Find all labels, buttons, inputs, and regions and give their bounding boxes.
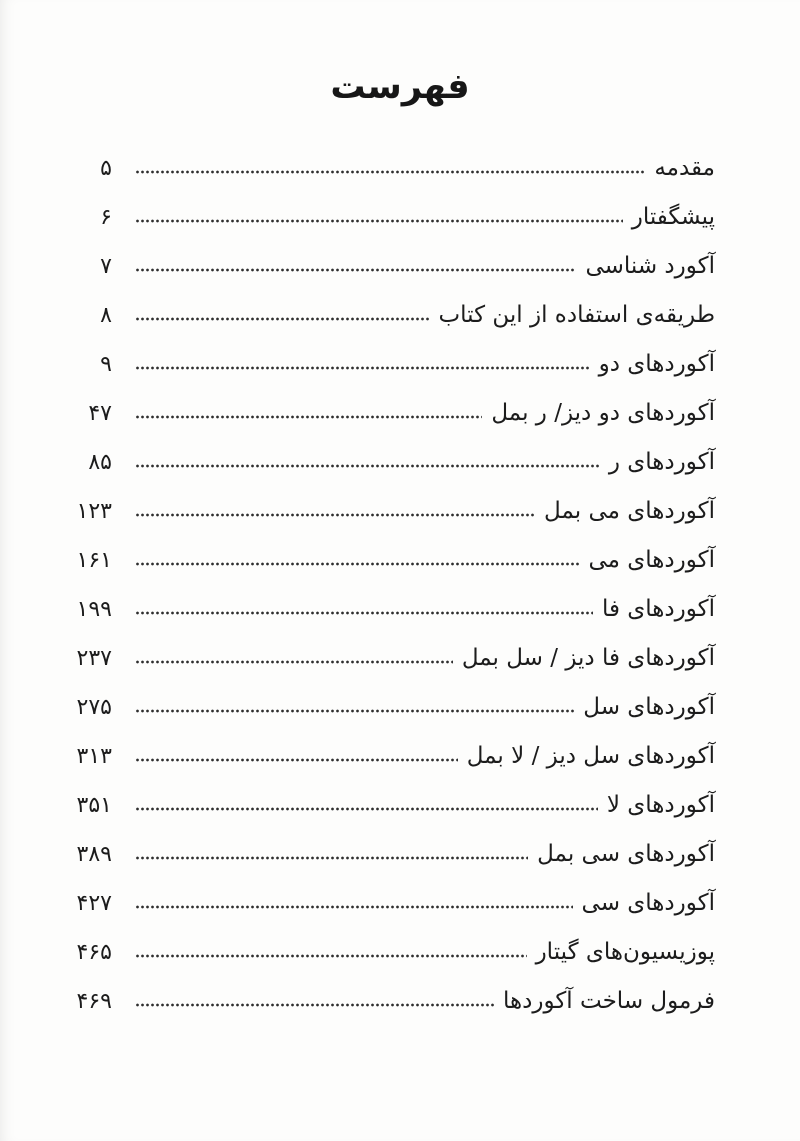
toc-entry-label: آکورد شناسی <box>585 252 715 279</box>
toc-entry <box>76 781 715 830</box>
toc-entry-label: آکوردهای لا <box>606 791 715 818</box>
dotted-leader <box>135 414 482 420</box>
dotted-leader <box>135 806 598 812</box>
toc-entry-page-number: ۳۱۳ <box>76 743 112 769</box>
toc-entry-label: آکوردهای سل دیز / لا بمل <box>466 742 715 769</box>
toc-entry-label: پیشگفتار <box>631 203 715 230</box>
toc-entry-page-number: ۳۸۹ <box>76 841 112 867</box>
dotted-leader <box>135 757 458 763</box>
dotted-leader <box>135 708 574 714</box>
toc-entry-page-number: ۲۳۷ <box>76 645 112 671</box>
page-title: فهرست <box>330 67 470 107</box>
toc-entry <box>76 487 715 536</box>
toc-entry <box>85 438 715 487</box>
toc-entry-label: آکوردهای فا دیز / سل بمل <box>461 644 715 671</box>
toc-entry-label: آکوردهای سی بمل <box>537 840 715 867</box>
dotted-leader <box>135 561 579 567</box>
toc-entry-page-number: ۲۷۵ <box>76 694 112 720</box>
toc-entry-page-number: ۴۲۷ <box>76 890 112 916</box>
toc-entry-page-number: ۴۶۵ <box>76 939 112 965</box>
toc-entry-page-number: ۳۵۱ <box>76 792 112 818</box>
toc-entry <box>76 879 715 928</box>
toc-entry-page-number: ۴۶۹ <box>76 988 112 1014</box>
toc-entry-page-number: ۴۷ <box>88 400 112 426</box>
toc-entry-page-number: ۹ <box>100 351 112 377</box>
dotted-leader <box>135 953 527 959</box>
dotted-leader <box>135 512 535 518</box>
dotted-leader <box>135 610 593 616</box>
toc-entry-label: مقدمه <box>654 154 715 181</box>
dotted-leader <box>135 218 623 224</box>
toc-entry <box>76 536 715 585</box>
toc-list <box>76 144 715 1026</box>
toc-entry <box>76 634 715 683</box>
toc-entry-label: آکوردهای می <box>588 546 715 573</box>
toc-entry-page-number: ۱۹۹ <box>76 596 112 622</box>
toc-entry-label: آکوردهای سل <box>583 693 715 720</box>
toc-entry <box>76 683 715 732</box>
dotted-leader <box>135 316 430 322</box>
toc-entry-page-number: ۸۵ <box>88 449 112 475</box>
toc-entry <box>76 585 715 634</box>
toc-entry <box>76 830 715 879</box>
toc-entry-page-number: ۱۲۳ <box>76 498 112 524</box>
toc-entry-label: آکوردهای می بمل <box>544 497 715 524</box>
dotted-leader <box>135 267 576 273</box>
toc-entry-page-number: ۵ <box>100 155 112 181</box>
toc-entry-label: آکوردهای ر <box>608 448 715 475</box>
toc-entry <box>85 242 715 291</box>
dotted-leader <box>135 463 600 469</box>
toc-entry-label: فرمول ساخت آکوردها <box>502 987 715 1014</box>
dotted-leader <box>135 904 573 910</box>
toc-entry <box>76 977 715 1026</box>
dotted-leader <box>135 659 453 665</box>
toc-entry-page-number: ۱۶۱ <box>76 547 112 573</box>
toc-entry-label: طریقه‌ی استفاده از این کتاب <box>438 301 715 328</box>
toc-entry <box>76 732 715 781</box>
toc-entry-label: آکوردهای دو <box>598 350 715 377</box>
toc-entry <box>85 389 715 438</box>
toc-entry <box>85 144 715 193</box>
toc-entry <box>85 291 715 340</box>
toc-entry <box>85 340 715 389</box>
toc-entry-page-number: ۸ <box>100 302 112 328</box>
dotted-leader <box>135 1002 494 1008</box>
toc-entry-page-number: ۷ <box>100 253 112 279</box>
dotted-leader <box>135 365 590 371</box>
dotted-leader <box>135 855 528 861</box>
toc-entry-label: پوزیسیون‌های گیتار <box>535 938 715 965</box>
dotted-leader <box>135 169 645 175</box>
toc-entry-page-number: ۶ <box>100 204 112 230</box>
toc-entry-label: آکوردهای سی <box>581 889 715 916</box>
toc-entry <box>76 928 715 977</box>
toc-entry-label: آکوردهای دو دیز/ ر بمل <box>491 399 715 426</box>
toc-entry-label: آکوردهای فا <box>601 595 715 622</box>
toc-entry <box>85 193 715 242</box>
